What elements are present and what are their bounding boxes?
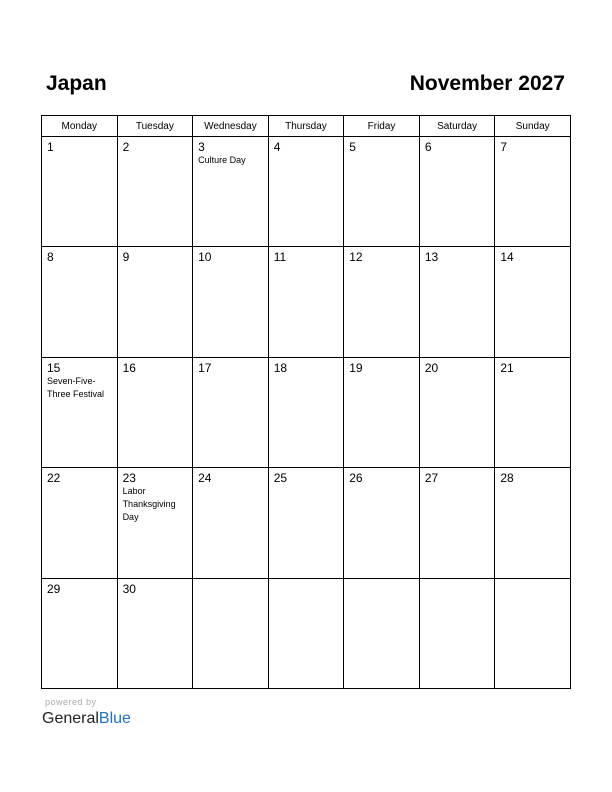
day-cell <box>193 137 269 247</box>
day-number: 12 <box>349 250 363 265</box>
day-cell <box>419 137 495 247</box>
day-number: 11 <box>273 250 287 265</box>
day-number: 9 <box>122 250 130 265</box>
day-number <box>269 579 344 582</box>
weekday-header: Saturday <box>419 116 495 137</box>
day-cell <box>117 357 193 467</box>
day-number: 10 <box>198 250 212 265</box>
holiday-label: Culture Day <box>198 155 246 165</box>
day-cell <box>117 137 193 247</box>
day-cell <box>117 247 193 357</box>
holiday-label: Seven-Five-Three Festival <box>47 375 105 399</box>
day-cell <box>268 137 344 247</box>
day-cell <box>344 468 420 578</box>
day-number: 16 <box>122 360 136 375</box>
weekday-header: Sunday <box>495 116 571 137</box>
day-cell <box>268 247 344 357</box>
day-cell <box>268 578 344 688</box>
day-number: 17 <box>198 360 212 375</box>
day-cell <box>495 468 571 578</box>
day-number: 28 <box>500 471 514 486</box>
day-number: 21 <box>500 360 514 375</box>
week-row <box>42 137 571 247</box>
holiday-label: Labor Thanksgiving Day <box>122 486 176 523</box>
day-cell <box>419 578 495 688</box>
day-number: 24 <box>198 471 212 486</box>
day-number: 29 <box>47 581 61 596</box>
day-number: 19 <box>349 360 363 375</box>
day-cell <box>419 247 495 357</box>
weekday-header-row <box>42 116 571 137</box>
day-number: 27 <box>424 471 439 486</box>
day-number: 20 <box>424 360 439 375</box>
day-cell <box>419 468 495 578</box>
day-number: 1 <box>47 140 54 154</box>
day-number: 8 <box>47 250 54 265</box>
day-cell <box>344 137 420 247</box>
brand-name-blue: Blue <box>98 710 131 727</box>
day-number: 30 <box>122 581 136 596</box>
day-cell <box>193 247 269 357</box>
day-cell <box>42 578 118 688</box>
day-cell <box>268 468 344 578</box>
day-cell <box>193 578 269 688</box>
day-cell <box>42 468 118 578</box>
week-row <box>42 247 571 357</box>
powered-by-text: powered by <box>45 697 97 707</box>
day-cell <box>344 247 420 357</box>
day-cell <box>344 578 420 688</box>
day-cell <box>42 247 118 357</box>
day-number: 7 <box>500 140 508 154</box>
day-number <box>420 579 495 582</box>
week-row <box>42 357 571 467</box>
weekday-header: Monday <box>42 116 118 137</box>
day-cell <box>495 137 571 247</box>
day-cell <box>268 357 344 467</box>
day-cell <box>495 247 571 357</box>
day-number: 25 <box>273 471 288 486</box>
day-number: 6 <box>424 140 432 154</box>
day-cell <box>495 578 571 688</box>
day-cell <box>117 578 193 688</box>
day-number <box>344 579 419 582</box>
day-cell <box>42 357 118 467</box>
calendar-grid <box>41 115 571 689</box>
weekday-header: Tuesday <box>117 116 193 137</box>
day-number: 14 <box>500 250 514 265</box>
day-cell <box>193 468 269 578</box>
month-year-title: November 2027 <box>409 72 565 95</box>
day-number <box>495 579 570 582</box>
weekday-header: Wednesday <box>193 116 269 137</box>
day-number: 2 <box>122 140 130 154</box>
day-cell <box>344 357 420 467</box>
day-cell <box>193 357 269 467</box>
day-number: 23 <box>122 471 136 486</box>
footer <box>42 697 131 729</box>
brand-name-general: General <box>42 710 99 727</box>
weekday-header: Thursday <box>268 116 344 137</box>
week-row <box>42 468 571 578</box>
day-cell <box>495 357 571 467</box>
day-cell <box>419 357 495 467</box>
day-number: 22 <box>47 471 61 486</box>
week-row <box>42 578 571 688</box>
day-cell <box>117 468 193 578</box>
day-number: 5 <box>349 140 356 154</box>
day-number <box>193 579 268 582</box>
day-cell <box>42 137 118 247</box>
day-number: 15 <box>47 360 61 375</box>
brand-logo <box>42 709 131 729</box>
weekday-header: Friday <box>344 116 420 137</box>
day-number: 18 <box>273 360 288 375</box>
day-number: 3 <box>198 140 205 154</box>
country-title: Japan <box>46 72 107 95</box>
day-number: 13 <box>424 250 439 265</box>
day-number: 26 <box>349 471 363 486</box>
day-number: 4 <box>273 140 281 154</box>
